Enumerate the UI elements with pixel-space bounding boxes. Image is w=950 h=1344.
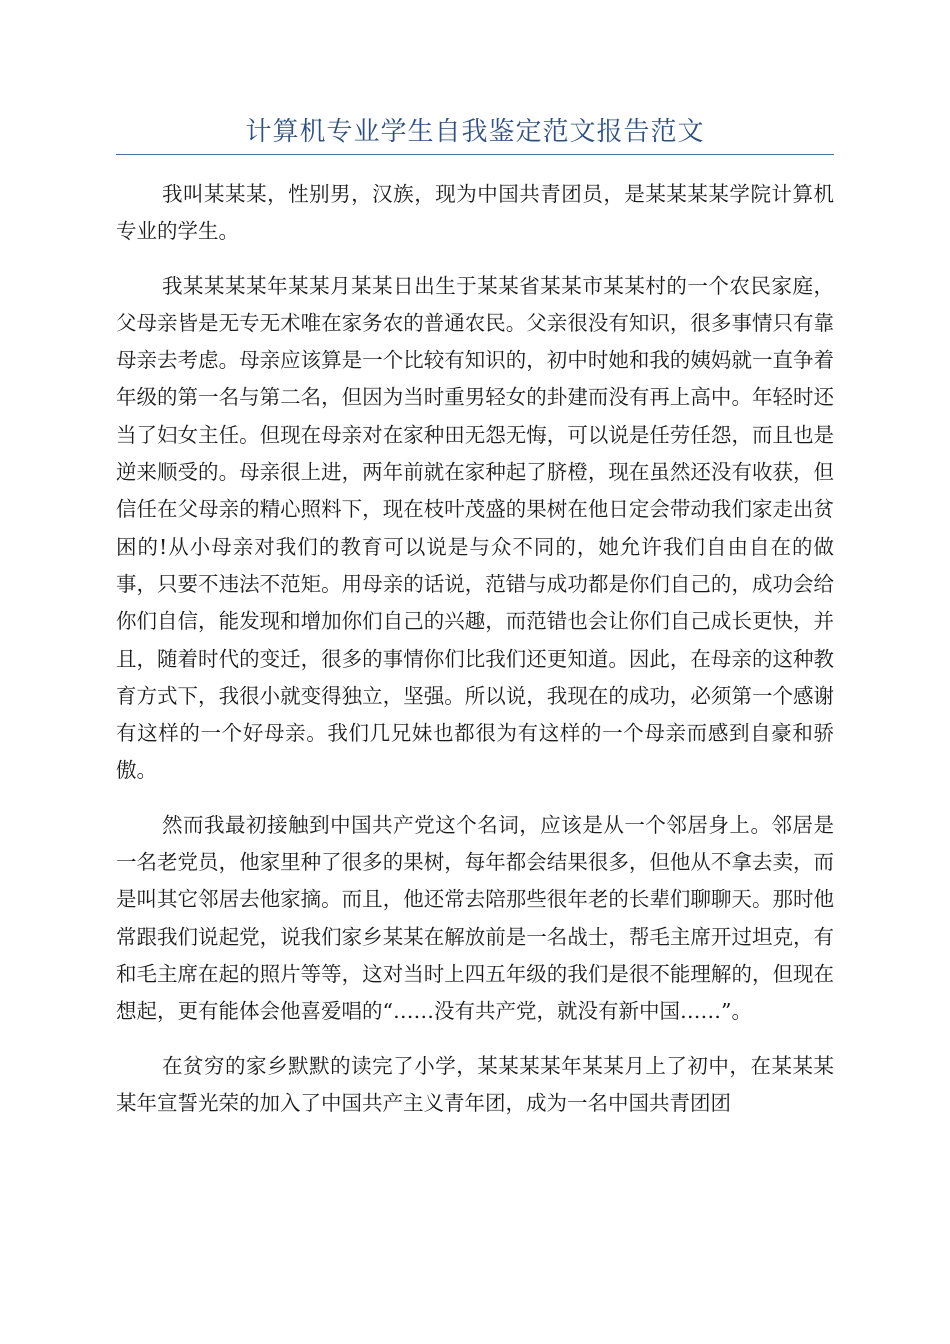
- document-body: [116, 176, 834, 1139]
- document-title: 计算机专业学生自我鉴定范文报告范文: [245, 117, 705, 147]
- paragraph-neighbor: 然而我最初接触到中国共产党这个名词，应该是从一个邻居身上。邻居是一名老党员，他家里种了很多的果树，每年都会结果很多，但他从不拿去卖，而是叫其它邻居去他家摘。而且，他还常去陪那些很年老的长辈们聊聊天。那时他常跟我们说起党，说我们家乡某某在解放前是一名战士，帮毛主席开过坦克，有和毛主席在起的照片等等，这对当时上四五年级的我们是很不能理解的，但现在想起，更有能体会他喜爱唱的“……没有共产党，就没有新中国……”。: [116, 812, 834, 1024]
- paragraph-family: 我某某某某年某某月某某日出生于某某省某某市某某村的一个农民家庭，父母亲皆是无专无术唯在家务农的普通农民。父亲很没有知识，很多事情只有靠母亲去考虑。母亲应该算是一个比较有知识的，初中时她和我的姨妈就一直争着年级的第一名与第二名，但因为当时重男轻女的卦建而没有再上高中。年轻时还当了妇女主任。但现在母亲对在家种田无怨无悔，可以说是任劳任怨，而且也是逆来顺受的。母亲很上进，两年前就在家种起了脐橙，现在虽然还没有收获，但信任在父母亲的精心照料下，现在枝叶茂盛的果树在他日定会带动我们家走出贫困的!从小母亲对我们的教育可以说是与众不同的，她允许我们自由自在的做事，只要不违法不范矩。用母亲的话说，范错与成功都是你们自己的，成功会给你们自信，能发现和增加你们自己的兴趣，而范错也会让你们自己成长更快，并且，随着时代的变迁，很多的事情你们比我们还更知道。因此，在母亲的这种教育方式下，我很小就变得独立，坚强。所以说，我现在的成功，必须第一个感谢有这样的一个好母亲。我们几兄妹也都很为有这样的一个母亲而感到自豪和骄傲。: [116, 273, 834, 783]
- title-underline: [116, 154, 834, 155]
- paragraph-school: 在贫穷的家乡默默的读完了小学，某某某某年某某月上了初中，在某某某某年宣誓光荣的加入了中国共产主义青年团，成为一名中国共青团团: [116, 1053, 834, 1115]
- paragraph-intro: 我叫某某某，性别男，汉族，现为中国共青团员，是某某某某学院计算机专业的学生。: [116, 182, 834, 244]
